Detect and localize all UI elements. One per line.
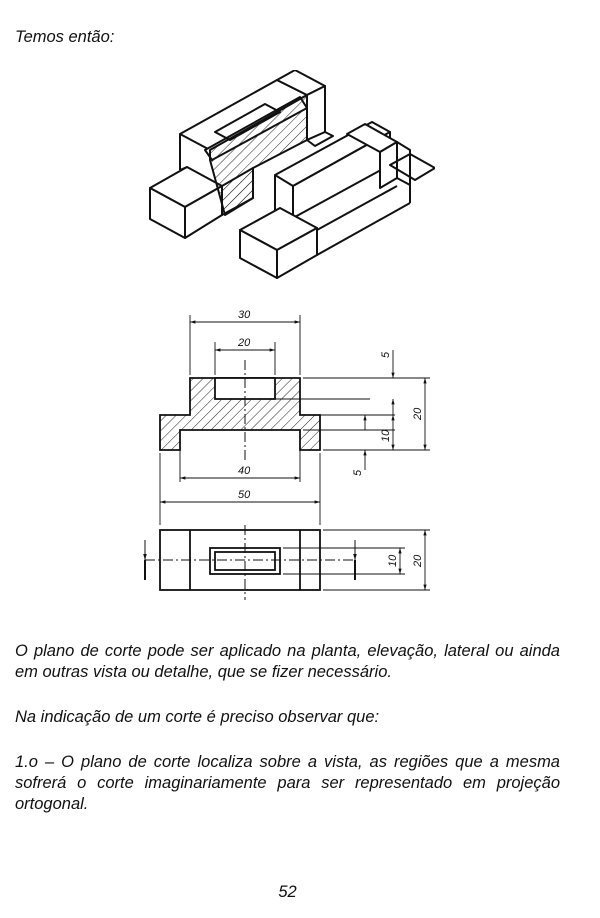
dim-20: 20 xyxy=(238,337,251,349)
paragraph-cut-plane: O plano de corte pode ser aplicado na planta, elevação, lateral ou ainda em outras vista ou detalhe, que se fizer necessário. xyxy=(15,642,560,681)
technical-drawing-figure xyxy=(135,70,435,610)
intro-text: Temos então: xyxy=(15,28,115,46)
paragraph-indication: Na indicação de um corte é preciso observar que: xyxy=(15,708,380,726)
paragraph-first-rule: 1.o – O plano de corte localiza sobre a vista, as regiões que a mesma sofrerá o corte imaginariamente para ser representado em projeção ortogonal. xyxy=(15,753,560,813)
dim-plan-20: 20 xyxy=(412,554,424,567)
dim-30: 30 xyxy=(238,309,251,321)
dim-10: 10 xyxy=(380,429,392,442)
dim-40: 40 xyxy=(238,465,251,477)
dim-20-vertical: 20 xyxy=(412,407,424,420)
plan-view xyxy=(145,525,355,600)
page-number: 52 xyxy=(278,883,297,901)
dim-plan-10: 10 xyxy=(387,554,399,567)
dim-5-top: 5 xyxy=(380,351,392,358)
dim-50: 50 xyxy=(238,489,251,501)
section-view xyxy=(160,360,320,460)
dim-5-bottom: 5 xyxy=(352,469,364,476)
isometric-cut-half-left xyxy=(150,70,333,238)
